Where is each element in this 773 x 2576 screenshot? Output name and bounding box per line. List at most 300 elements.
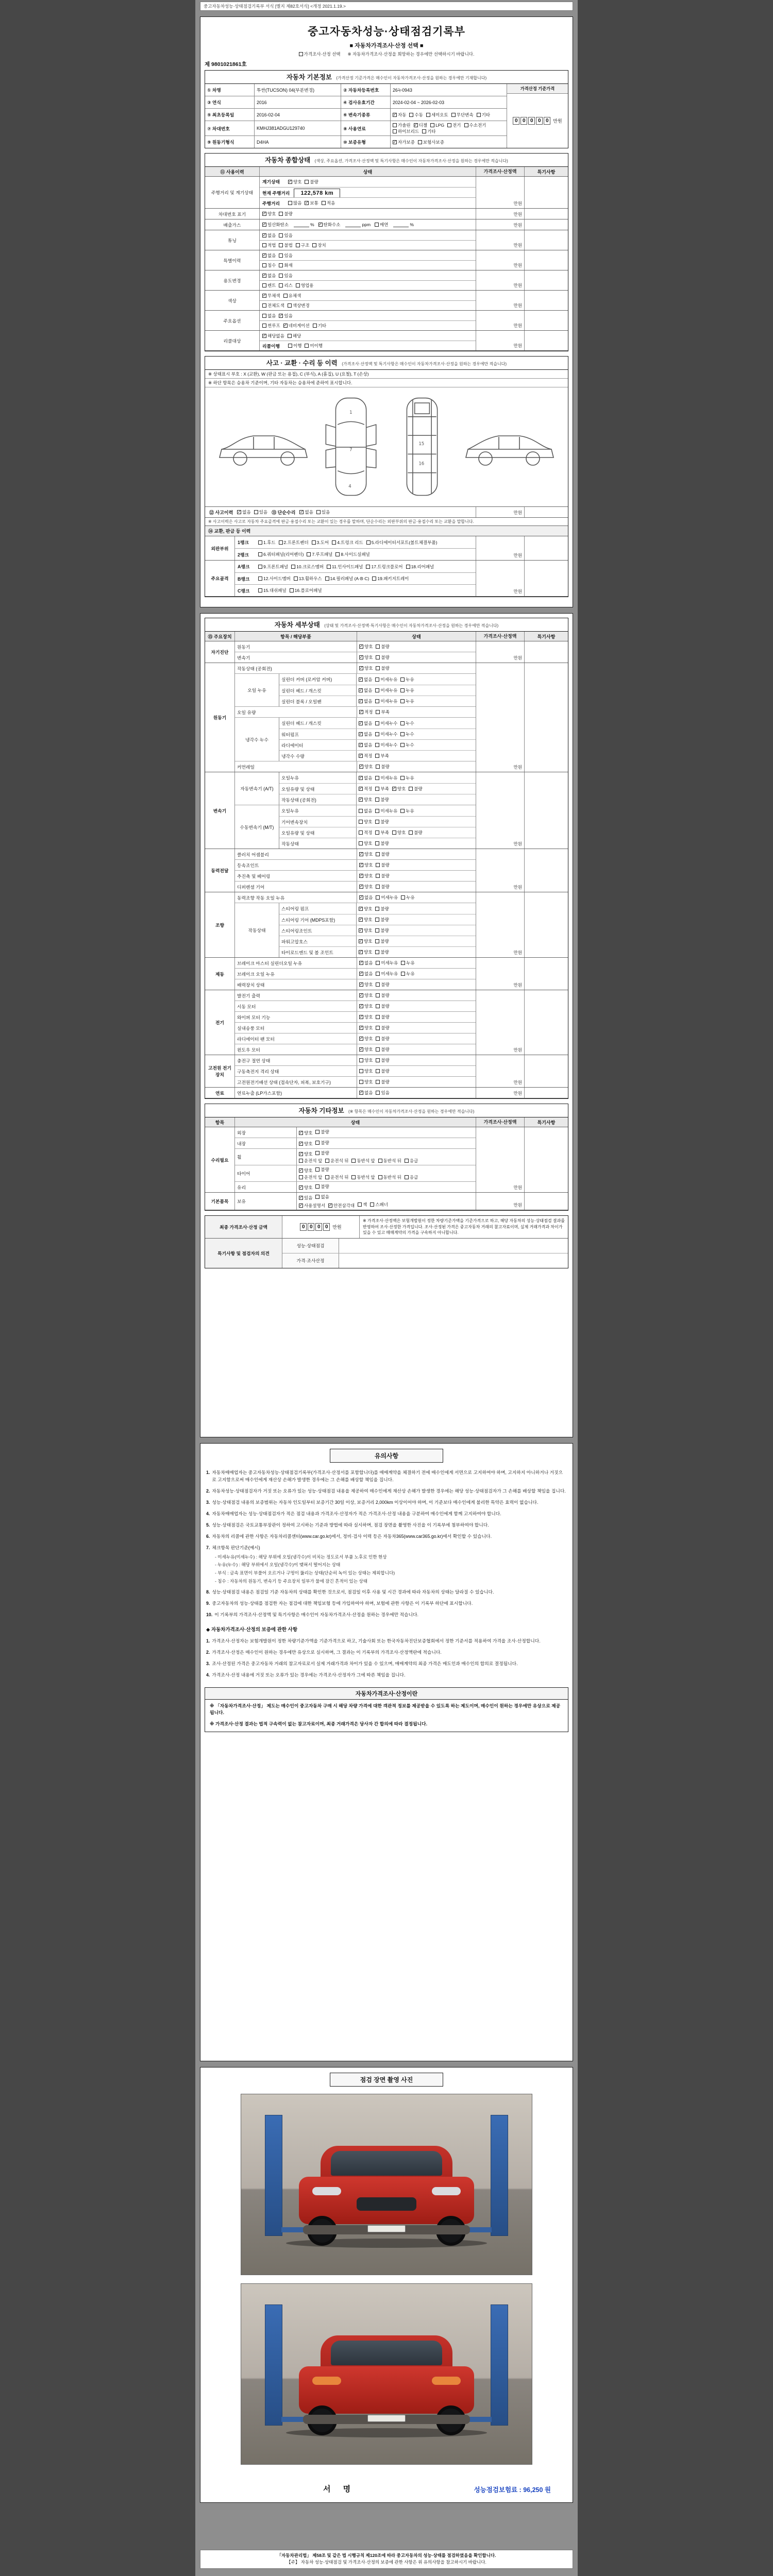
checkbox-option[interactable] xyxy=(315,1140,329,1146)
checkbox-label: 없음 xyxy=(321,1194,329,1199)
checkbox-option[interactable] xyxy=(359,1014,373,1020)
checkbox-box-icon xyxy=(392,787,396,791)
checkbox-label: 누유 xyxy=(406,971,415,976)
checkbox-option[interactable] xyxy=(400,687,414,693)
other-title: 자동차 기타정보 xyxy=(298,1107,344,1114)
checkbox-option[interactable] xyxy=(376,1036,389,1042)
history-label: ⑫ 사고이력 xyxy=(209,510,233,515)
price-cell: 만원 xyxy=(476,209,525,219)
checkbox-label: 없음 xyxy=(267,273,276,278)
checkbox-option[interactable] xyxy=(376,654,389,660)
checkbox-option[interactable] xyxy=(401,894,414,901)
checkbox-option[interactable] xyxy=(283,323,310,329)
other-header-row: 항목 상태 가격조사·산정액 특기사항 xyxy=(205,1117,568,1127)
checkbox-label: 디젤 xyxy=(418,123,428,128)
detail-subgroup-row xyxy=(235,903,476,957)
checkbox-option[interactable] xyxy=(409,829,422,836)
checkbox-option[interactable] xyxy=(359,894,373,901)
detail-item-row xyxy=(279,827,476,838)
detail-row xyxy=(235,706,476,717)
checkbox-box-icon xyxy=(262,274,266,278)
checkbox-option[interactable] xyxy=(279,252,292,259)
checkbox-option[interactable] xyxy=(376,1057,389,1063)
checkbox-box-icon xyxy=(409,787,413,791)
checkbox-option[interactable] xyxy=(401,960,414,966)
checkbox-box-icon xyxy=(359,841,363,845)
checkbox-option[interactable] xyxy=(279,313,292,319)
checkbox-label: 없음 xyxy=(364,960,373,965)
checkbox-option[interactable] xyxy=(262,293,280,299)
checkbox-option[interactable] xyxy=(258,539,276,546)
checkbox-option[interactable] xyxy=(279,211,292,217)
checkbox-box-icon xyxy=(279,243,283,247)
field-value xyxy=(391,136,507,148)
checkbox-option[interactable] xyxy=(325,1174,348,1180)
checkbox-option[interactable] xyxy=(392,786,406,792)
checkbox-option[interactable] xyxy=(375,840,389,846)
checkbox-option[interactable] xyxy=(262,323,280,329)
checkbox-box-icon xyxy=(288,180,292,184)
checkbox-option[interactable] xyxy=(290,587,322,594)
checkbox-option[interactable] xyxy=(378,1174,401,1180)
checkbox-option[interactable] xyxy=(262,282,276,289)
checkbox-option[interactable] xyxy=(426,112,448,118)
checkbox-option[interactable] xyxy=(299,1184,312,1191)
rank-row xyxy=(235,584,476,596)
checkbox-option[interactable] xyxy=(279,232,292,239)
checkbox-option[interactable] xyxy=(335,551,369,557)
checkbox-option[interactable] xyxy=(262,232,276,239)
checkbox-option[interactable] xyxy=(376,884,389,890)
checkbox-option[interactable] xyxy=(376,851,389,857)
checkbox-option[interactable] xyxy=(288,333,301,339)
checkbox-option[interactable] xyxy=(351,1158,375,1164)
checkbox-option[interactable] xyxy=(375,731,397,737)
checkbox-option[interactable] xyxy=(288,343,301,349)
checkbox-option[interactable] xyxy=(327,564,363,570)
checkbox-option[interactable] xyxy=(262,313,276,319)
checkbox-option[interactable] xyxy=(366,564,402,570)
item-label: 외장 xyxy=(235,1127,297,1138)
checkbox-option[interactable] xyxy=(262,333,284,339)
car-rear-window xyxy=(331,2341,442,2365)
checkbox-option[interactable] xyxy=(393,128,419,134)
checkbox-option[interactable] xyxy=(392,829,406,836)
checkbox-option[interactable] xyxy=(359,654,373,660)
checkbox-option[interactable] xyxy=(325,575,369,582)
remark-cell xyxy=(525,311,568,330)
checkbox-option[interactable] xyxy=(359,1036,373,1042)
checkbox-option[interactable] xyxy=(409,786,422,792)
checkbox-option[interactable] xyxy=(258,575,291,582)
checkbox-option[interactable] xyxy=(376,894,398,901)
checkbox-option[interactable] xyxy=(258,551,304,557)
final-price-table xyxy=(205,1215,568,1268)
checkbox-option[interactable] xyxy=(359,775,372,781)
detail-subgroup-row xyxy=(235,673,476,706)
checkbox-option[interactable] xyxy=(254,509,267,515)
checkbox-option[interactable] xyxy=(262,262,276,268)
checkbox-option[interactable] xyxy=(370,1201,388,1208)
checkbox-option[interactable] xyxy=(376,643,389,650)
detail-device-row xyxy=(205,1088,568,1098)
checkbox-option[interactable] xyxy=(359,949,372,955)
opinion-row xyxy=(282,1239,568,1253)
checkbox-option[interactable] xyxy=(237,509,250,515)
checkbox-option[interactable] xyxy=(288,179,301,185)
checkbox-option[interactable] xyxy=(400,808,414,814)
checkbox-option[interactable] xyxy=(262,211,276,217)
checkbox-option[interactable] xyxy=(315,1166,329,1173)
price-cell: 만원 xyxy=(476,849,525,892)
checkbox-option[interactable] xyxy=(299,1130,312,1136)
checkbox-option[interactable] xyxy=(299,1158,322,1164)
remark-cell xyxy=(525,1055,568,1087)
price-cell: 만원 xyxy=(476,507,525,517)
checkbox-option[interactable] xyxy=(294,575,322,582)
checkbox-box-icon xyxy=(279,253,283,258)
checkbox-option[interactable] xyxy=(299,1174,322,1180)
checkbox-option[interactable] xyxy=(430,123,444,128)
checkbox-option[interactable] xyxy=(375,819,389,825)
checkbox-label: 무단변속 xyxy=(456,112,474,117)
checkbox-option[interactable] xyxy=(359,753,372,759)
checkbox-option[interactable] xyxy=(378,1158,401,1164)
checkbox-box-icon xyxy=(375,699,379,703)
checkbox-option[interactable] xyxy=(358,1201,367,1208)
checkbox-option[interactable] xyxy=(359,720,372,726)
checkbox-option[interactable] xyxy=(315,1183,329,1190)
checkbox-label: 미세누수 xyxy=(380,720,398,726)
checkbox-option[interactable] xyxy=(376,981,389,988)
checkbox-option[interactable] xyxy=(305,179,318,185)
detail-subtitle: (상태 및 가격조사·산정액·특기사항은 매수인이 자동차가격조사·산정을 원하는 경우에만 적습니다) xyxy=(324,623,499,628)
checkbox-option[interactable] xyxy=(464,122,486,128)
checkbox-option[interactable] xyxy=(376,1046,389,1053)
checkbox-option[interactable] xyxy=(376,709,389,715)
opinion-value xyxy=(339,1253,568,1268)
checkbox-option[interactable] xyxy=(359,1025,373,1031)
checkbox-label: 13.휠하우스 xyxy=(298,576,322,581)
checkbox-option[interactable] xyxy=(400,720,414,726)
checkbox-box-icon xyxy=(288,201,292,205)
checkbox-box-icon xyxy=(375,841,379,845)
checkbox-box-icon xyxy=(376,863,380,867)
checkbox-option[interactable] xyxy=(359,676,372,683)
checkbox-option[interactable] xyxy=(359,1079,373,1085)
checkbox-box-icon xyxy=(359,993,363,997)
checkbox-option[interactable] xyxy=(299,1151,312,1157)
checkbox-option[interactable] xyxy=(312,242,326,248)
checkbox-box-icon xyxy=(358,1202,362,1207)
item-label: 고전원전기배선 상태 (접속단자, 피복, 보호기구) xyxy=(235,1077,357,1087)
checkbox-option[interactable] xyxy=(296,282,314,289)
state-row: 현재 주행거리 122,578 km xyxy=(260,187,476,198)
checkbox-option[interactable] xyxy=(375,687,397,693)
checkbox-option[interactable] xyxy=(376,971,398,977)
checkbox-option[interactable] xyxy=(359,764,373,770)
checkbox-option[interactable] xyxy=(359,1046,373,1053)
price-survey-select-checkbox[interactable]: 가격조사·산정 선택 xyxy=(299,51,341,57)
measure-blank xyxy=(345,223,361,227)
checkbox-option[interactable] xyxy=(296,242,309,248)
checkbox-option[interactable] xyxy=(359,917,372,923)
checkbox-option[interactable] xyxy=(375,808,397,814)
checkbox-option[interactable] xyxy=(376,764,389,770)
checkbox-option[interactable] xyxy=(332,539,363,546)
checkbox-label: 없음 xyxy=(364,720,373,726)
checkbox-option[interactable] xyxy=(262,222,289,228)
notice-item: 2. 자동차성능·상태점검자가 거짓 또는 오류가 있는 성능·상태점검 내용을 제공하여 매수인에게 재산상 손해가 발생한 경우에는 해당 성능·상태점검자가 그 손해를 배상할 책임을 집니다. xyxy=(206,1488,566,1494)
checkbox-option[interactable] xyxy=(375,775,397,781)
checkbox-label: 불량 xyxy=(381,1069,390,1074)
checkbox-option[interactable] xyxy=(279,242,292,248)
checkbox-option[interactable] xyxy=(375,742,397,748)
checkbox-option[interactable] xyxy=(359,742,372,748)
checkbox-option[interactable] xyxy=(316,509,330,515)
price-survey-info-title: 자동차가격조사·산정이란 xyxy=(205,1688,568,1700)
checkbox-label: 6.쿼터패널(리어펜더) xyxy=(263,552,304,557)
checkbox-option[interactable] xyxy=(406,564,434,570)
checkbox-option[interactable] xyxy=(279,539,309,546)
checkbox-option[interactable] xyxy=(299,1195,312,1201)
checkbox-option[interactable] xyxy=(405,1158,418,1164)
checkbox-option[interactable] xyxy=(305,200,318,206)
checkbox-option[interactable] xyxy=(359,1068,373,1074)
checkbox-option[interactable] xyxy=(299,1141,312,1147)
checkbox-label: 부족 xyxy=(381,709,390,715)
state-row xyxy=(260,250,476,260)
checkbox-option[interactable] xyxy=(477,112,490,118)
checkbox-option[interactable] xyxy=(375,222,388,228)
checkbox-box-icon xyxy=(376,710,380,714)
checkbox-option[interactable] xyxy=(447,122,461,128)
checkbox-label: 미세누유 xyxy=(381,971,398,976)
checkbox-option[interactable] xyxy=(359,840,372,846)
checkbox-option[interactable] xyxy=(375,786,389,792)
item-label: 디퍼렌셜 기어 xyxy=(235,882,357,892)
checkbox-option[interactable] xyxy=(305,343,323,349)
checkbox-box-icon xyxy=(296,243,300,247)
lift-post-left xyxy=(265,2304,282,2426)
checkbox-label: 장치 xyxy=(317,243,326,248)
checkbox-option[interactable] xyxy=(318,222,341,228)
checkbox-label: 자동 xyxy=(398,112,407,117)
checkbox-option[interactable] xyxy=(405,1174,418,1180)
checkbox-label: 렌트 xyxy=(267,283,276,288)
checkbox-option[interactable] xyxy=(262,252,276,259)
checkbox-option[interactable] xyxy=(359,862,373,868)
checkbox-option[interactable] xyxy=(279,273,292,279)
checkbox-option[interactable] xyxy=(366,539,438,546)
checkbox-option[interactable] xyxy=(375,906,389,912)
checkbox-option[interactable] xyxy=(279,282,292,289)
checkbox-option[interactable] xyxy=(451,112,474,118)
checkbox-label: 불량 xyxy=(380,906,389,911)
checkbox-option[interactable] xyxy=(359,971,373,977)
checkbox-option[interactable] xyxy=(359,709,373,715)
checkbox-option[interactable] xyxy=(359,873,373,879)
checkbox-option[interactable] xyxy=(328,1202,355,1209)
checkbox-option[interactable] xyxy=(376,862,389,868)
checkbox-label: 불법 xyxy=(284,243,293,248)
checkbox-option[interactable] xyxy=(359,665,373,671)
checkbox-option[interactable] xyxy=(376,1068,389,1074)
checkbox-option[interactable] xyxy=(359,1003,373,1009)
checkbox-option[interactable] xyxy=(359,829,372,836)
checkbox-option[interactable] xyxy=(376,873,389,879)
accident-title: 사고 · 교환 · 수리 등 이력 xyxy=(266,360,338,367)
checkbox-option[interactable] xyxy=(258,587,287,594)
checkbox-option[interactable] xyxy=(400,698,414,704)
checkbox-option[interactable] xyxy=(359,1057,373,1063)
checkbox-option[interactable] xyxy=(307,551,332,557)
item-label: 실내송풍 모터 xyxy=(235,1023,357,1033)
checkbox-box-icon xyxy=(393,123,397,127)
checkbox-option[interactable] xyxy=(258,564,288,570)
detail-item-row xyxy=(279,783,476,794)
checkbox-option[interactable] xyxy=(375,938,389,944)
checkbox-option[interactable] xyxy=(418,139,444,145)
checkbox-option[interactable] xyxy=(375,698,397,704)
checkbox-label: 네비게이션 xyxy=(288,323,310,328)
checkbox-option[interactable] xyxy=(414,122,427,128)
checkbox-option[interactable] xyxy=(262,302,284,309)
checkbox-label: 양호 xyxy=(364,906,373,911)
checkbox-box-icon xyxy=(262,263,266,267)
checkbox-option[interactable] xyxy=(422,128,435,134)
checkbox-option[interactable] xyxy=(393,139,415,145)
checkbox-option[interactable] xyxy=(262,273,276,279)
checkbox-box-icon xyxy=(322,201,326,205)
checkbox-option[interactable] xyxy=(262,242,276,248)
checkbox-option[interactable] xyxy=(359,687,372,693)
detail-row xyxy=(235,849,476,859)
checkbox-option[interactable] xyxy=(376,960,398,966)
checkbox-option[interactable] xyxy=(359,960,373,966)
checkbox-option[interactable] xyxy=(401,971,414,977)
checkbox-label: 화재 xyxy=(284,263,293,268)
checkbox-option[interactable] xyxy=(315,1150,329,1156)
detail-row xyxy=(235,958,476,968)
detail-body xyxy=(205,641,568,1098)
checkbox-label: 불량 xyxy=(380,950,389,955)
checkbox-option[interactable] xyxy=(375,720,397,726)
checkbox-option[interactable] xyxy=(359,992,373,998)
checkbox-option[interactable] xyxy=(288,200,301,206)
checkbox-option[interactable] xyxy=(376,1079,389,1085)
checkbox-option[interactable] xyxy=(376,1003,389,1009)
checkbox-option[interactable] xyxy=(375,829,389,836)
checkbox-option[interactable] xyxy=(375,753,389,759)
checkbox-box-icon xyxy=(359,677,363,682)
checkbox-option[interactable] xyxy=(288,302,310,309)
checkbox-option[interactable] xyxy=(409,112,423,118)
checkbox-option[interactable] xyxy=(393,112,406,118)
checkbox-label: 없음 xyxy=(267,313,276,318)
checkbox-box-icon xyxy=(376,972,380,976)
checkbox-label: 양호 xyxy=(364,644,373,649)
checkbox-option[interactable] xyxy=(313,323,326,329)
checkbox-option[interactable] xyxy=(359,981,373,988)
checkbox-option[interactable] xyxy=(359,698,372,704)
checkbox-option[interactable] xyxy=(359,851,373,857)
checkbox-option[interactable] xyxy=(359,786,372,792)
checkbox-option[interactable] xyxy=(279,262,292,268)
checkbox-option[interactable] xyxy=(375,949,389,955)
checkbox-option[interactable] xyxy=(299,509,313,515)
checkbox-option[interactable] xyxy=(359,731,372,737)
checkbox-label: 불량 xyxy=(381,644,390,649)
checkbox-option[interactable] xyxy=(312,539,329,546)
checkbox-option[interactable] xyxy=(359,906,372,912)
checkbox-option[interactable] xyxy=(376,992,389,998)
checkbox-option[interactable] xyxy=(400,742,414,748)
item-label: 원동기 xyxy=(235,641,357,652)
checkbox-option[interactable] xyxy=(376,1090,389,1096)
checkbox-option[interactable] xyxy=(376,1014,389,1020)
checkbox-option[interactable] xyxy=(393,122,411,128)
price-cell: 만원 xyxy=(476,958,525,990)
checkbox-option[interactable] xyxy=(359,884,373,890)
checkbox-option[interactable] xyxy=(359,808,372,814)
checkbox-option[interactable] xyxy=(375,796,389,803)
checkbox-option[interactable] xyxy=(359,1090,373,1096)
checkbox-option[interactable] xyxy=(291,564,324,570)
checkbox-option[interactable] xyxy=(283,293,301,299)
checkbox-label: 불량 xyxy=(414,830,423,835)
checkbox-option[interactable] xyxy=(375,927,389,934)
checkbox-option[interactable] xyxy=(375,676,397,683)
checkbox-option[interactable] xyxy=(315,1194,329,1200)
checkbox-option[interactable] xyxy=(315,1129,329,1135)
checkbox-option[interactable] xyxy=(400,676,414,683)
form-reference: 중고자동차성능·상태점검기록부 서식 [별지 제82호서식] <개정 2021.1.19.> xyxy=(200,2,573,11)
checkbox-option[interactable] xyxy=(359,819,372,825)
item-label: 발전기 출력 xyxy=(235,990,357,1001)
checkbox-option[interactable] xyxy=(359,938,372,944)
checkbox-label: 미세누유 xyxy=(380,688,398,693)
price-cell: 만원 xyxy=(476,291,525,310)
checkbox-option[interactable] xyxy=(376,1025,389,1031)
checkbox-option[interactable] xyxy=(400,731,414,737)
checkbox-option[interactable] xyxy=(299,1202,325,1209)
checkbox-label: 4.트렁크 리드 xyxy=(337,539,363,545)
car-diagram-exterior-top xyxy=(319,393,383,501)
checkbox-option[interactable] xyxy=(322,200,335,206)
checkbox-option[interactable] xyxy=(359,643,373,650)
rank-name: 1랭크 xyxy=(238,540,249,545)
checkbox-option[interactable] xyxy=(359,796,372,803)
checkbox-label: 부족 xyxy=(380,830,389,835)
checkbox-box-icon xyxy=(359,798,363,802)
checkbox-option[interactable] xyxy=(351,1174,375,1180)
checkbox-label: 없음 xyxy=(267,252,276,258)
checkbox-option[interactable] xyxy=(376,665,389,671)
checkbox-box-icon xyxy=(299,1131,303,1135)
checkbox-option[interactable] xyxy=(299,1167,312,1174)
checkbox-option[interactable] xyxy=(375,917,389,923)
checkbox-label: 불량 xyxy=(321,1150,329,1156)
checkbox-option[interactable] xyxy=(325,1158,348,1164)
checkbox-option[interactable] xyxy=(359,927,372,934)
checkbox-label: 응급 xyxy=(409,1158,418,1163)
checkbox-box-icon xyxy=(447,123,451,127)
checkbox-option[interactable] xyxy=(400,775,414,781)
checkbox-option[interactable] xyxy=(372,575,409,582)
checkbox-label: 누유 xyxy=(406,688,414,693)
checkbox-box-icon xyxy=(351,1175,356,1179)
